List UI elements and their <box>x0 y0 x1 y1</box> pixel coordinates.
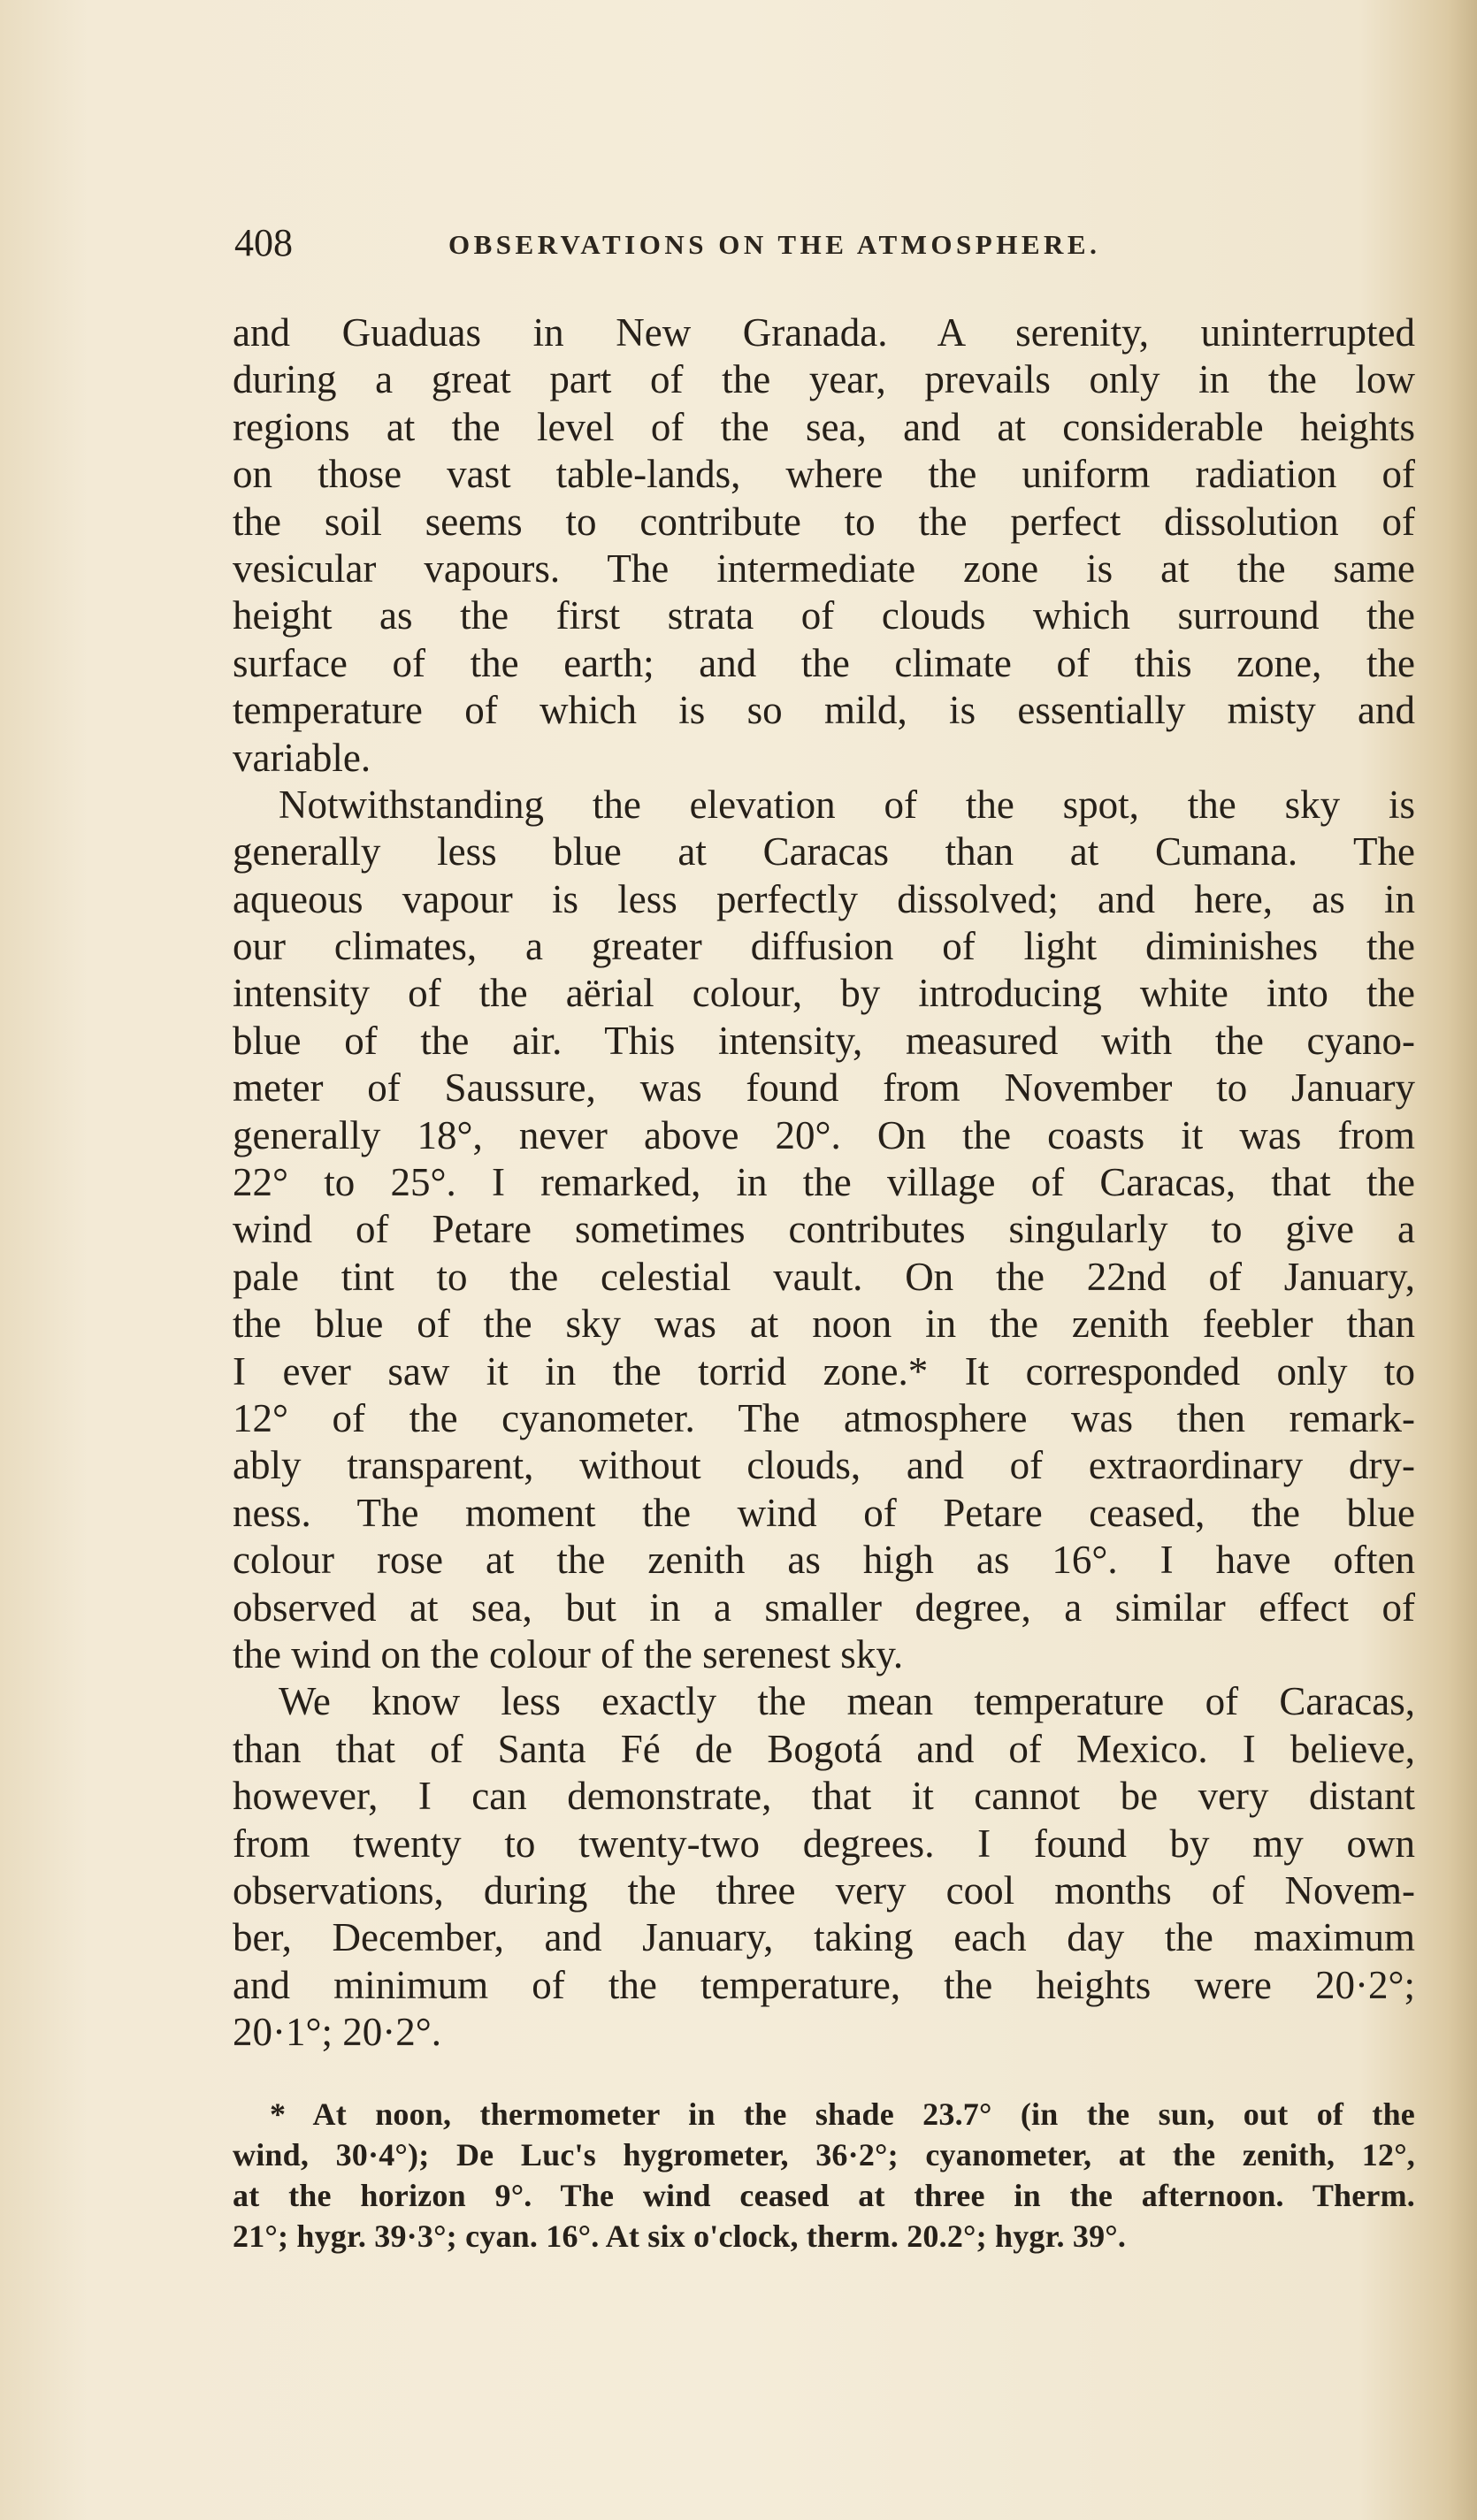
text-line: We know less exactly the mean temperature of Caracas, <box>279 1679 1415 1724</box>
footnote <box>233 2094 1415 2257</box>
text-line: than that of Santa Fé de Bogotá and of Mexico. I believe, <box>233 1726 1415 1771</box>
text-line: from twenty to twenty-two degrees. I found by my own <box>233 1821 1415 1866</box>
text-line: I ever saw it in the torrid zone.* It corresponded only to <box>233 1348 1415 1394</box>
text-line: and minimum of the temperature, the heights were 20·2°; <box>233 1962 1415 2007</box>
text-line: our climates, a greater diffusion of light diminishes the <box>233 924 1415 969</box>
text-line: 12° of the cyanometer. The atmosphere was then remark- <box>233 1395 1415 1440</box>
text-line: blue of the air. This intensity, measured with the cyano- <box>233 1018 1415 1063</box>
footnote-line: 21°; hygr. 39·3°; cyan. 16°. At six o'clock, therm. 20.2°; hygr. 39°. <box>233 2218 1127 2254</box>
text-line: temperature of which is so mild, is essentially misty and <box>233 688 1415 733</box>
text-line: pale tint to the celestial vault. On the 22nd of January, <box>233 1254 1415 1299</box>
text-line: surface of the earth; and the climate of this zone, the <box>233 640 1415 685</box>
text-line: Notwithstanding the elevation of the spot, the sky is <box>279 782 1415 827</box>
text-line: however, I can demonstrate, that it cannot be very distant <box>233 1774 1415 1819</box>
text-line: height as the first strata of clouds which surround the <box>233 593 1415 638</box>
text-line: 20·1°; 20·2°. <box>233 2010 441 2055</box>
footnote-line: * At noon, thermometer in the shade 23.7° (in the sun, out of the <box>270 2096 1415 2132</box>
text-line: observed at sea, but in a smaller degree, a similar effect of <box>233 1585 1415 1630</box>
text-line: during a great part of the year, prevails only in the low <box>233 357 1415 402</box>
text-line: wind of Petare sometimes contributes singularly to give a <box>233 1207 1415 1252</box>
text-line: the soil seems to contribute to the perfect dissolution of <box>233 499 1415 544</box>
text-line: regions at the level of the sea, and at considerable heights <box>233 404 1415 449</box>
text-line: meter of Saussure, was found from November to January <box>233 1065 1415 1111</box>
running-title: OBSERVATIONS ON THE ATMOSPHERE. <box>448 229 1101 260</box>
text-line: and Guaduas in New Granada. A serenity, uninterrupted <box>233 310 1415 355</box>
text-line: the wind on the colour of the serenest sky. <box>233 1631 904 1676</box>
text-line: generally less blue at Caracas than at Cumana. The <box>233 829 1415 874</box>
text-line: generally 18°, never above 20°. On the coasts it was from <box>233 1112 1415 1157</box>
text-line: aqueous vapour is less perfectly dissolved; and here, as in <box>233 876 1415 921</box>
footnote-line: at the horizon 9°. The wind ceased at three in the afternoon. Therm. <box>233 2178 1415 2213</box>
footnote-line: wind, 30·4°); De Luc's hygrometer, 36·2°; cyanometer, at the zenith, 12°, <box>233 2137 1415 2173</box>
text-line: on those vast table-lands, where the uniform radiation of <box>233 452 1415 497</box>
text-line: colour rose at the zenith as high as 16°. I have often <box>233 1538 1415 1583</box>
running-header <box>234 221 1415 265</box>
text-line: the blue of the sky was at noon in the zenith feebler than <box>233 1302 1415 1347</box>
text-line: vesicular vapours. The intermediate zone is at the same <box>233 546 1415 591</box>
body-text <box>233 309 1415 2056</box>
text-line: variable. <box>233 735 371 780</box>
page-number: 408 <box>234 221 293 264</box>
text-line: ness. The moment the wind of Petare ceased, the blue <box>233 1490 1415 1535</box>
text-line: ber, December, and January, taking each day the maximum <box>233 1915 1415 1960</box>
text-line: 22° to 25°. I remarked, in the village of Caracas, that the <box>233 1160 1415 1205</box>
text-line: observations, during the three very cool months of Novem- <box>233 1867 1415 1913</box>
text-line: intensity of the aërial colour, by introducing white into the <box>233 971 1415 1016</box>
text-line: ably transparent, without clouds, and of extraordinary dry- <box>233 1443 1415 1488</box>
